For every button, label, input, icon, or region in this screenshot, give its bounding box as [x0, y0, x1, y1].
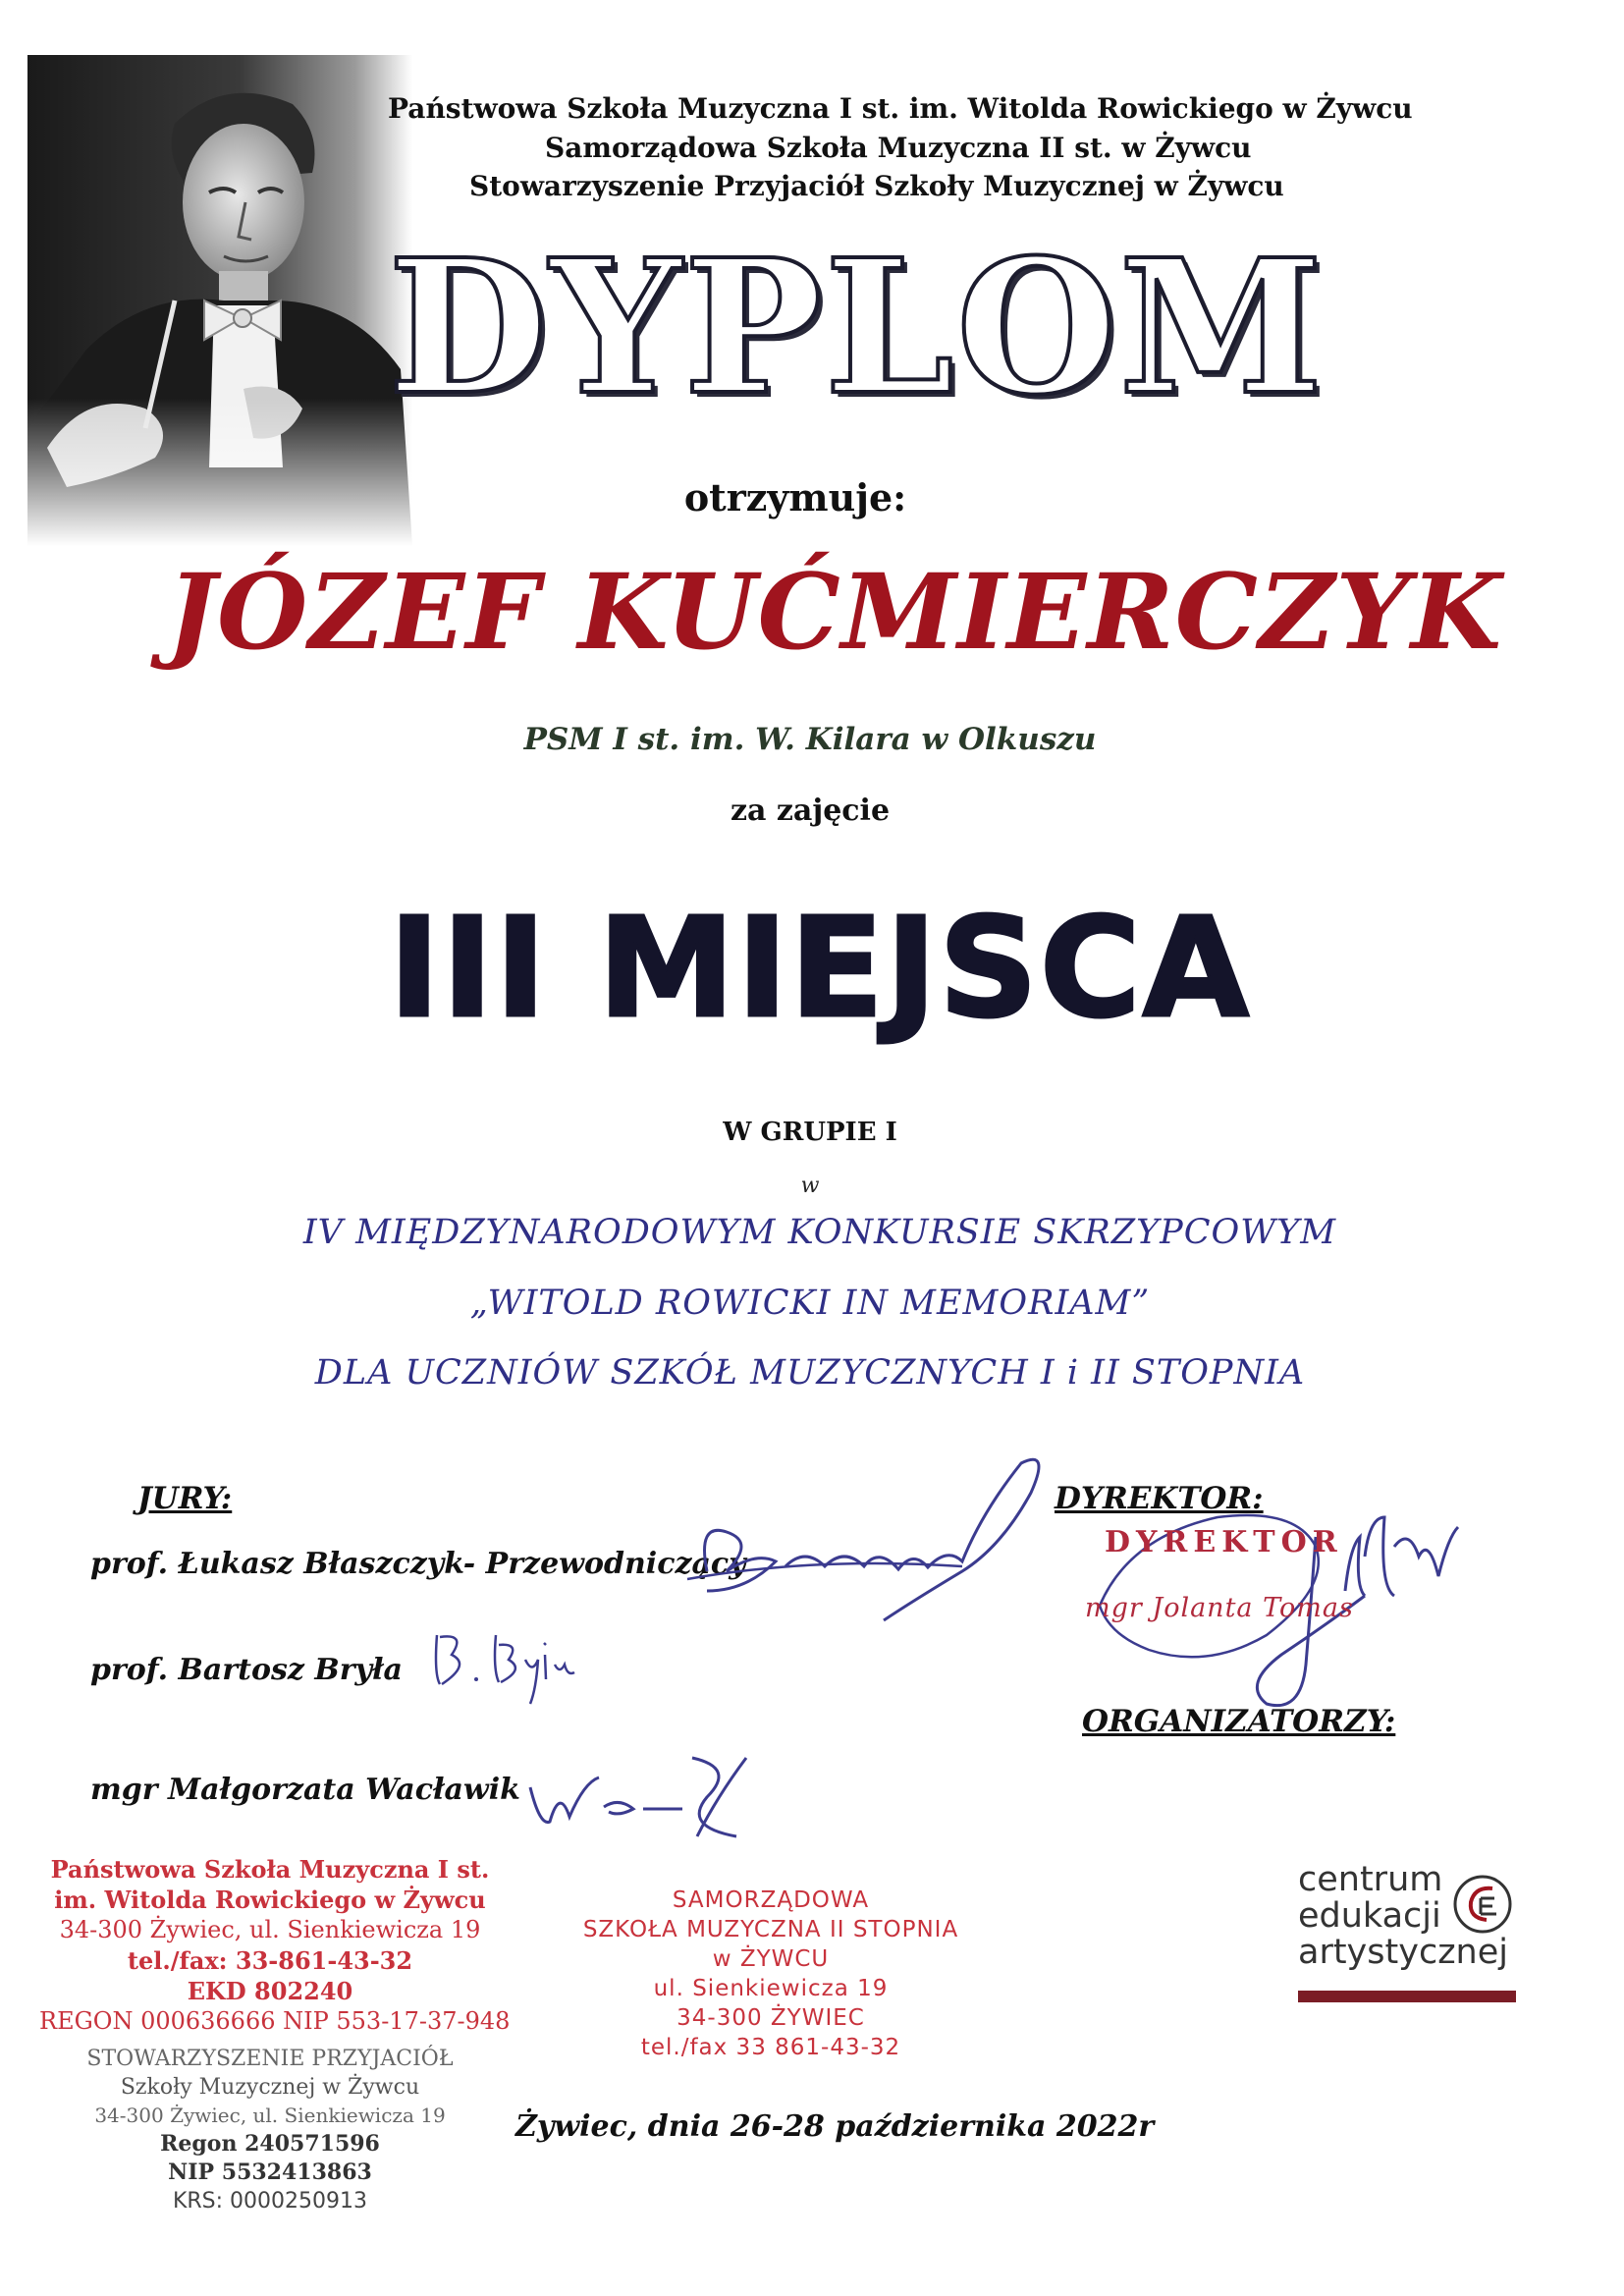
diploma-title: DYPLOM [388, 219, 1326, 436]
stamp-psm-1 [39, 1854, 511, 2037]
stamp-psm-1-line-6: REGON 000636666 NIP 553-17-37-948 [39, 2007, 511, 2035]
cea-logo [1298, 1861, 1524, 2008]
stamp-association [54, 2045, 486, 2215]
jury-member-3: mgr Małgorzata Wacławik [90, 1773, 520, 1807]
stamp-association-line-6: KRS: 0000250913 [172, 2189, 368, 2214]
stamp-ssm-2-line-4: ul. Sienkiewicza 19 [653, 1976, 889, 2001]
stamp-association-line-5: NIP 5532413863 [168, 2159, 372, 2185]
stamp-ssm-2 [545, 1886, 997, 2062]
in-label: w [800, 1174, 820, 1198]
competition-line-2: „WITOLD ROWICKI IN MEMORIAM” [469, 1284, 1151, 1323]
header-line-2: Samorządowa Szkoła Muzyczna II st. w Żywcu [545, 132, 1252, 164]
signature-jury-2 [422, 1615, 589, 1709]
place-date: Żywiec, dnia 26-28 października 2022r [515, 2109, 1155, 2144]
jury-member-2: prof. Bartosz Bryła [90, 1653, 403, 1687]
signature-jury-3 [511, 1738, 766, 1846]
award-place: III MIEJSCA [388, 889, 1252, 1049]
receives-label: otrzymuje: [683, 475, 907, 519]
competition-line-1: IV MIĘDZYNARODOWYM KONKURSIE SKRZYPCOWYM [302, 1213, 1337, 1252]
cea-word-1: centrum [1298, 1860, 1443, 1899]
cea-bar [1298, 1991, 1516, 2002]
jury-member-1: prof. Łukasz Błaszczyk- Przewodniczący [90, 1547, 746, 1581]
stamp-ssm-2-line-5: 34-300 ŻYWIEC [677, 2005, 865, 2031]
stamp-ssm-2-line-1: SAMORZĄDOWA [672, 1887, 870, 1913]
stamp-ssm-2-line-3: w ŻYWCU [712, 1946, 830, 1972]
stamp-psm-1-line-5: EKD 802240 [187, 1977, 353, 2005]
stamp-association-line-4: Regon 240571596 [160, 2131, 380, 2157]
cea-mark-icon [1451, 1873, 1514, 1936]
director-stamp-label: DYREKTOR [1105, 1525, 1343, 1559]
cea-word-3: artystycznej [1298, 1933, 1508, 1972]
stamp-psm-1-line-3: 34-300 Żywiec, ul. Sienkiewicza 19 [59, 1916, 481, 1943]
signature-jury-1 [668, 1453, 1080, 1640]
header-line-1: Państwowa Szkoła Muzyczna I st. im. Witolda Rowickiego w Żywcu [388, 92, 1413, 125]
header-line-3: Stowarzyszenie Przyjaciół Szkoły Muzycznej w Żywcu [469, 170, 1284, 202]
jury-label: JURY: [137, 1481, 233, 1516]
stamp-association-line-2: Szkoły Muzycznej w Żywcu [120, 2075, 420, 2100]
stamp-association-line-3: 34-300 Żywiec, ul. Sienkiewicza 19 [94, 2104, 446, 2127]
cea-word-2: edukacji [1298, 1896, 1441, 1936]
director-stamp-name: mgr Jolanta Tomas [1085, 1593, 1354, 1623]
recipient-name: JÓZEF KUĆMIERCZYK [166, 550, 1503, 673]
stamp-ssm-2-line-6: tel./fax 33 861-43-32 [640, 2035, 901, 2060]
recipient-school: PSM I st. im. W. Kilara w Olkuszu [523, 722, 1097, 757]
stamp-ssm-2-line-2: SZKOŁA MUZYCZNA II STOPNIA [582, 1917, 959, 1942]
competition-line-3: DLA UCZNIÓW SZKÓŁ MUZYCZNYCH I i II STOPNIA [314, 1353, 1306, 1393]
for-taking-label: za zajęcie [730, 793, 891, 828]
stamp-association-line-1: STOWARZYSZENIE PRZYJACIÓŁ [86, 2047, 454, 2071]
group-label: W GRUPIE I [723, 1118, 897, 1147]
director-label: DYREKTOR: [1055, 1481, 1264, 1516]
portrait-photo [27, 55, 412, 546]
stamp-psm-1-line-2: im. Witolda Rowickiego w Żywcu [54, 1886, 486, 1914]
organizers-label: ORGANIZATORZY: [1082, 1704, 1396, 1739]
stamp-psm-1-line-4: tel./fax: 33-861-43-32 [127, 1946, 413, 1975]
stamp-psm-1-line-1: Państwowa Szkoła Muzyczna I st. [50, 1855, 490, 1884]
